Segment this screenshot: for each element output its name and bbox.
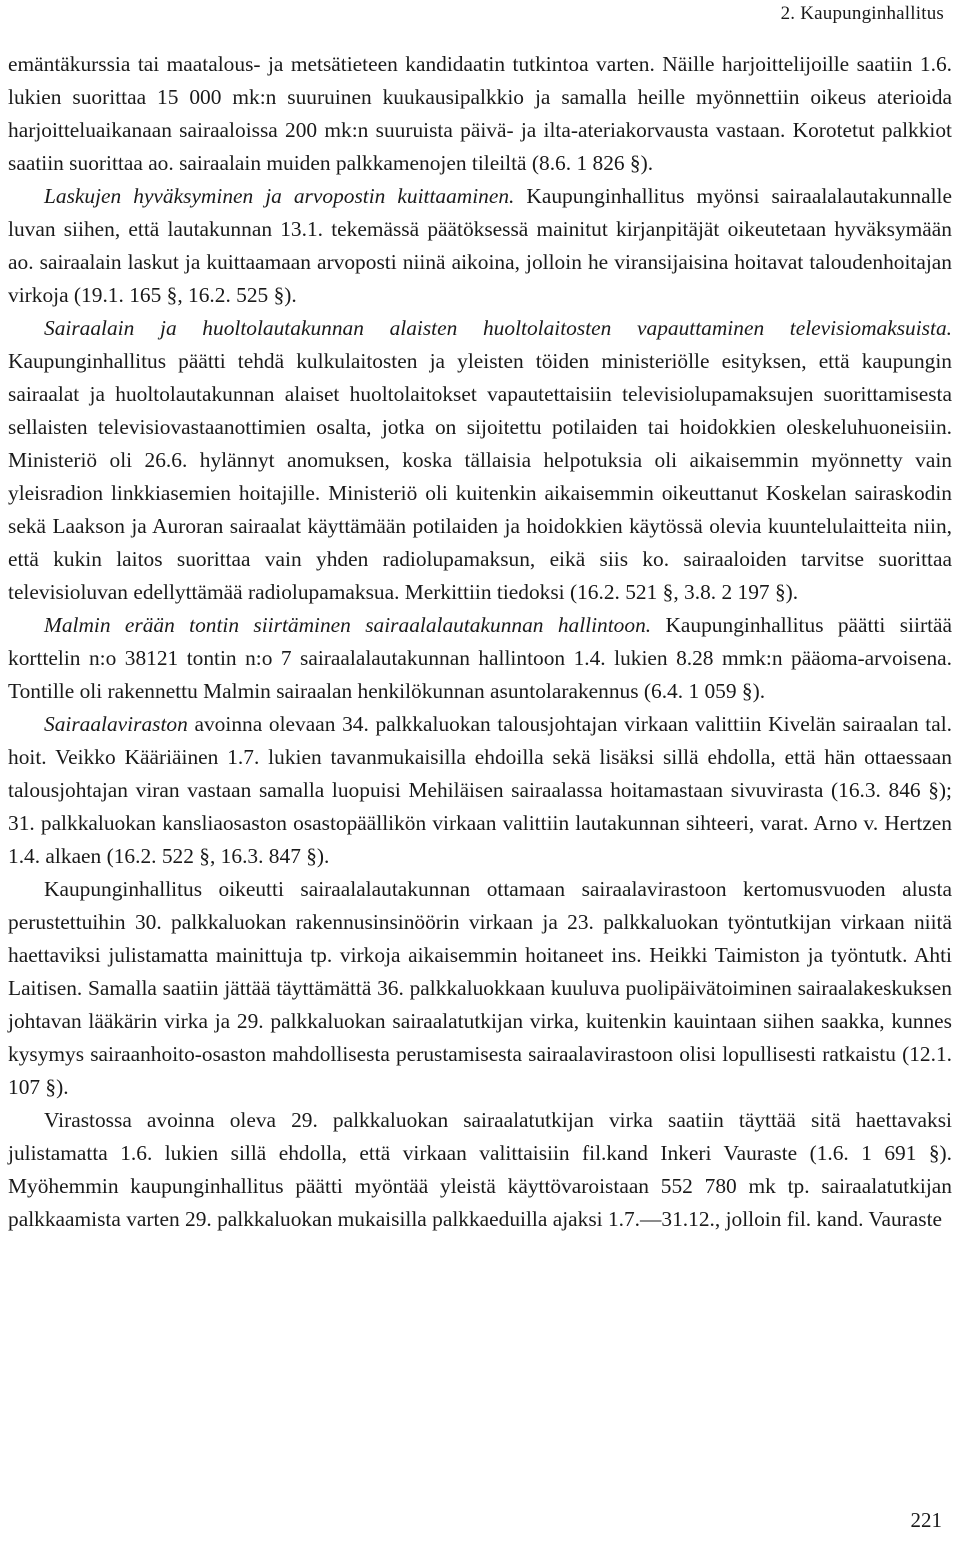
paragraph-heading: Sairaalain ja huoltolautakunnan alaisten huoltolaitosten vapauttaminen televisiomaksuista.	[44, 316, 952, 340]
paragraph-salaries	[8, 48, 952, 180]
paragraph-researcher-post	[8, 1104, 952, 1236]
paragraph-text: Kaupunginhallitus päätti siirtää korttelin n:o 38121 tontin n:o 7 sairaalalautakunnan hallintoon 1.4. lukien 8.28 mmk:n pääoma-arvoisena. Tontille oli rakennettu Malmin sairaalan henkilökunnan asuntolarakennus (6.4. 1 059 §).	[8, 613, 952, 703]
paragraph-heading: Malmin erään tontin siirtäminen sairaalalautakunnan hallintoon.	[44, 613, 652, 637]
paragraph-text: Kaupunginhallitus myönsi sairaalalautakunnalle luvan siihen, että lautakunnan 13.1. tekemässä päätöksessä mainitut kirjanpitäjät oikeutetaan hyväksymään ao. sairaalain laskut ja kuittaamaan arvoposti niinä aikoina, jolloin he viransijaisina hoitavat taloudenhoitajan virkoja (19.1. 165 §, 16.2. 525 §).	[8, 184, 952, 307]
page-number: 221	[910, 1508, 942, 1532]
paragraph-heading: Laskujen hyväksyminen ja arvopostin kuittaaminen.	[44, 184, 515, 208]
paragraph-text: Virastossa avoinna oleva 29. palkkaluokan sairaalatutkijan virka saatiin täyttää sitä haettavaksi julistamatta 1.6. lukien sillä ehdolla, että virkaan valittaisiin fil.kand Inkeri Vauraste (1.6. 1 691 §). Myöhemmin kaupunginhallitus päätti myöntää yleistä käyttövaroistaan 552 780 mk tp. sairaalatutkijan palkkaamista varten 29. palkkaluokan mukaisilla palkkaeduilla ajaksi 1.7.—31.12., jolloin fil. kand. Vauraste	[8, 1108, 952, 1231]
paragraph-heading: Sairaalaviraston	[44, 712, 188, 736]
paragraph-invoice-approval	[8, 180, 952, 312]
paragraph-malmi-plot	[8, 609, 952, 708]
paragraph-text: avoinna olevaan 34. palkkaluokan talousjohtajan virkaan valittiin Kivelän sairaalan tal. hoit. Veikko Kääriäinen 1.7. lukien tavanmukaisilla ehdoilla sekä lisäksi sillä ehdolla, että hän ottaessaan talousjohtajan viran vastaan samalla luopuisi Mehiläisen sairaalassa hoitamastaan sivuvirasta (16.3. 846 §); 31. palkkaluokan kansliaosaston osastopäällikön virkaan valittiin lautakunnan sihteeri, varat. Arno v. Hertzen 1.4. alkaen (16.2. 522 §, 16.3. 847 §).	[8, 712, 952, 868]
paragraph-hospital-office	[8, 708, 952, 873]
paragraph-text: Kaupunginhallitus oikeutti sairaalalautakunnan ottamaan sairaalavirastoon kertomusvuoden alusta perustettuihin 30. palkkaluokan rakennusinsinöörin virkaan ja 23. palkkaluokan työntutkijan virkaan niitä haettaviksi julistamatta mainittuja tp. virkoja aikaisemmin hoitaneet ins. Heikki Taimiston ja työntutk. Ahti Laitisen. Samalla saatiin jättää täyttämättä 36. palkkaluokkaan kuuluva puolipäivätoiminen sairaalakeskuksen johtavan lääkärin virka ja 29. palkkaluokan sairaalatutkijan virka, kuitenkin kauintaan siihen saakka, kunnes kysymys sairaanhoito-osaston mahdollisesta perustamisesta sairaalavirastoon olisi lopullisesti ratkaistu (12.1. 107 §).	[8, 877, 952, 1099]
paragraph-engineer-posts	[8, 873, 952, 1104]
paragraph-tv-fees	[8, 312, 952, 609]
body-text	[8, 48, 952, 1236]
running-header: 2. Kaupunginhallitus	[780, 3, 944, 24]
paragraph-text: emäntäkurssia tai maatalous- ja metsätieteen kandidaatin tutkintoa varten. Näille harjoittelijoille saatiin 1.6. lukien suorittaa 15 000 mk:n suuruinen kuukausipalkkio ja samalla heille myönnettiin oikeus aterioida harjoitteluaikanaan sairaaloissa 200 mk:n suuruista päivä- ja ilta-ateriakorvausta vastaan. Korotetut palkkiot saatiin suorittaa ao. sairaalain muiden palkkamenojen tileiltä (8.6. 1 826 §).	[8, 52, 952, 175]
paragraph-text: Kaupunginhallitus päätti tehdä kulkulaitosten ja yleisten töiden ministeriölle esityksen, että kaupungin sairaalat ja huoltolautakunnan alaiset huoltolaitokset vapautettaisiin televisiolupamaksujen suorittamisesta sellaisten televisiovastaanottimien osalta, jotka on sijoitettu potilaiden tai hoidokkien oleskeluhuoneisiin. Ministeriö oli 26.6. hylännyt anomuksen, koska tällaisia helpotuksia oli aikaisemmin myönnetty vain yleisradion linkkiasemien hoitajille. Ministeriö oli kuitenkin aikaisemmin oikeuttanut Koskelan sairaskodin sekä Laakson ja Auroran sairaalat käyttämään potilaiden ja hoidokkien käytössä olevia kuuntelulaitteita niin, että kukin laitos suorittaa vain yhden radiolupamaksun, eikä siis ko. sairaaloiden tarvitse suorittaa televisioluvan edellyttämää radiolupamaksua. Merkittiin tiedoksi (16.2. 521 §, 3.8. 2 197 §).	[8, 349, 952, 604]
